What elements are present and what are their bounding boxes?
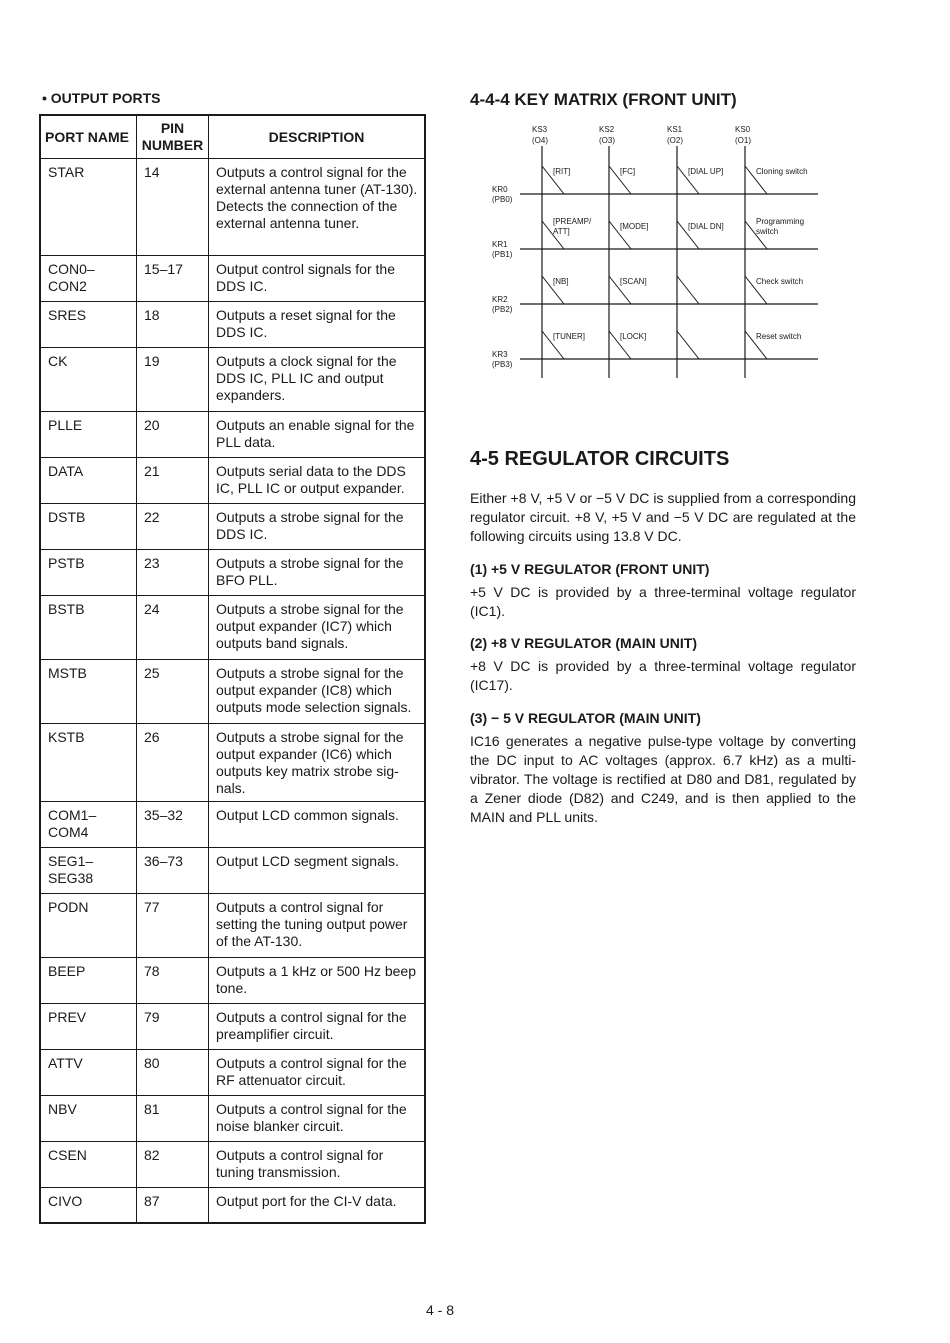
table-row	[40, 1004, 425, 1050]
regulator-1-title: (1) +5 V REGULATOR (FRONT UNIT)	[470, 561, 710, 577]
pin-number-cell: 26	[137, 724, 209, 802]
pin-number-cell: 23	[137, 550, 209, 596]
description-cell: Outputs a control signal for the external antenna tuner (AT-130). Detects the connection of the external antenna tuner.	[209, 159, 426, 256]
matrix-row-port: (PB3)	[492, 360, 513, 369]
description-cell: Outputs a control signal for the RF attenuator circuit.	[209, 1050, 426, 1096]
regulator-3-title: (3) − 5 V REGULATOR (MAIN UNIT)	[470, 710, 701, 726]
table-row	[40, 660, 425, 724]
description-cell: Outputs serial data to the DDS IC, PLL IC or output expander.	[209, 458, 426, 504]
port-name-cell: KSTB	[40, 724, 137, 802]
key-label	[688, 222, 724, 231]
description-cell: Output LCD common signals.	[209, 802, 426, 848]
table-row	[40, 1142, 425, 1188]
description-cell: Output control signals for the DDS IC.	[209, 256, 426, 302]
port-name-cell: CSEN	[40, 1142, 137, 1188]
key-label	[756, 167, 808, 176]
port-name-cell: SRES	[40, 302, 137, 348]
matrix-row-label: KR2	[492, 295, 508, 304]
key-label-line: Cloning switch	[756, 167, 808, 176]
port-name-cell: CON0– CON2	[40, 256, 137, 302]
key-label	[688, 167, 723, 176]
table-row	[40, 348, 425, 412]
key-label-line: Check switch	[756, 277, 804, 286]
table-row	[40, 894, 425, 958]
port-name-cell: CK	[40, 348, 137, 412]
key-label	[553, 332, 585, 341]
key-label	[553, 277, 569, 286]
matrix-column-port: (O2)	[667, 136, 683, 145]
key-label-line: Reset switch	[756, 332, 802, 341]
description-cell: Outputs a strobe signal for the output expander (IC8) which outputs mode selection signals.	[209, 660, 426, 724]
matrix-column-label: KS3	[532, 125, 548, 134]
key-label	[756, 332, 801, 341]
key-label-line: switch	[756, 227, 779, 236]
pin-number-cell: 79	[137, 1004, 209, 1050]
pin-number-cell: 80	[137, 1050, 209, 1096]
key-label	[620, 167, 635, 176]
key-switch-symbol	[677, 331, 699, 359]
description-cell: Outputs a control signal for setting the tuning output power of the AT-130.	[209, 894, 426, 958]
matrix-row-label: KR3	[492, 350, 508, 359]
description-cell: Outputs a 1 kHz or 500 Hz beep tone.	[209, 958, 426, 1004]
key-label-line: [DIAL UP]	[688, 167, 724, 176]
matrix-column-label: KS2	[599, 125, 615, 134]
description-cell: Outputs a strobe signal for the output expander (IC7) which outputs band signals.	[209, 596, 426, 660]
table-row	[40, 458, 425, 504]
table-row	[40, 302, 425, 348]
port-name-cell: PSTB	[40, 550, 137, 596]
pin-number-cell: 35–32	[137, 802, 209, 848]
key-label-line: [MODE]	[620, 222, 649, 231]
column-header-pin: PIN NUMBER	[137, 115, 209, 159]
key-label	[553, 217, 592, 236]
pin-number-cell: 25	[137, 660, 209, 724]
table-row	[40, 596, 425, 660]
description-cell: Outputs a control signal for the noise blanker circuit.	[209, 1096, 426, 1142]
key-matrix-heading: 4-4-4 KEY MATRIX (FRONT UNIT)	[470, 90, 737, 109]
table-row	[40, 412, 425, 458]
table-row	[40, 724, 425, 802]
pin-number-cell: 15–17	[137, 256, 209, 302]
matrix-row-label: KR1	[492, 240, 508, 249]
key-switch-symbol	[677, 276, 699, 304]
pin-number-cell: 19	[137, 348, 209, 412]
key-label-line: [FC]	[620, 167, 636, 176]
matrix-row-port: (PB0)	[492, 195, 513, 204]
table-row	[40, 958, 425, 1004]
pin-number-cell: 81	[137, 1096, 209, 1142]
column-header-description: DESCRIPTION	[209, 115, 426, 159]
port-name-cell: NBV	[40, 1096, 137, 1142]
description-cell: Output port for the CI-V data.	[209, 1188, 426, 1223]
table-row	[40, 550, 425, 596]
output-ports-body	[40, 159, 425, 1223]
description-cell: Outputs a strobe signal for the BFO PLL.	[209, 550, 426, 596]
matrix-row-port: (PB2)	[492, 305, 513, 314]
pin-number-cell: 36–73	[137, 848, 209, 894]
port-name-cell: MSTB	[40, 660, 137, 724]
output-ports-heading: • OUTPUT PORTS	[42, 90, 161, 106]
pin-number-cell: 22	[137, 504, 209, 550]
pin-number-cell: 24	[137, 596, 209, 660]
key-label	[620, 332, 646, 341]
output-ports-table	[39, 114, 426, 1224]
port-name-cell: SEG1– SEG38	[40, 848, 137, 894]
port-name-cell: DATA	[40, 458, 137, 504]
key-label-line: [LOCK]	[620, 332, 647, 341]
key-label	[756, 217, 804, 236]
regulator-intro: Either +8 V, +5 V or −5 V DC is supplied from a corresponding regulator circuit. +8 V, +5 V and −5 V DC are regulated at the following circuits using 13.8 V DC.	[470, 490, 856, 544]
key-label-line: [RIT]	[553, 167, 571, 176]
key-label	[553, 167, 570, 176]
table-header-row	[40, 115, 425, 159]
description-cell: Outputs a clock signal for the DDS IC, PLL IC and output expanders.	[209, 348, 426, 412]
key-matrix-diagram	[470, 118, 830, 388]
pin-number-cell: 77	[137, 894, 209, 958]
table-row	[40, 159, 425, 256]
table-row	[40, 802, 425, 848]
table-row	[40, 848, 425, 894]
matrix-column-label: KS0	[735, 125, 751, 134]
key-label-line: [NB]	[553, 277, 569, 286]
pin-number-cell: 20	[137, 412, 209, 458]
description-cell: Outputs a reset signal for the DDS IC.	[209, 302, 426, 348]
table-row	[40, 1096, 425, 1142]
pin-number-cell: 87	[137, 1188, 209, 1223]
key-label-line: [DIAL DN]	[688, 222, 724, 231]
description-cell: Outputs a control signal for tuning transmission.	[209, 1142, 426, 1188]
table-row	[40, 256, 425, 302]
description-cell: Output LCD segment signals.	[209, 848, 426, 894]
key-label	[756, 277, 803, 286]
key-label-line: [SCAN]	[620, 277, 647, 286]
pin-number-cell: 14	[137, 159, 209, 256]
pin-number-cell: 21	[137, 458, 209, 504]
key-label	[620, 222, 648, 231]
column-header-port: PORT NAME	[40, 115, 137, 159]
key-label	[620, 277, 647, 286]
port-name-cell: ATTV	[40, 1050, 137, 1096]
description-cell: Outputs a strobe signal for the output expander (IC6) which outputs key matrix strobe sig-nals.	[209, 724, 426, 802]
page-number: 4 - 8	[426, 1302, 455, 1318]
regulator-1-text: +5 V DC is provided by a three-terminal voltage regulator (IC1).	[470, 584, 856, 619]
matrix-column-port: (O3)	[599, 136, 615, 145]
description-cell: Outputs a control signal for the preamplifier circuit.	[209, 1004, 426, 1050]
port-name-cell: CIVO	[40, 1188, 137, 1223]
table-row	[40, 504, 425, 550]
key-label-line: [TUNER]	[553, 332, 585, 341]
table-row	[40, 1188, 425, 1223]
port-name-cell: BEEP	[40, 958, 137, 1004]
port-name-cell: BSTB	[40, 596, 137, 660]
matrix-row-port: (PB1)	[492, 250, 513, 259]
matrix-column-label: KS1	[667, 125, 683, 134]
key-label-line: ATT]	[553, 227, 570, 236]
matrix-column-port: (O1)	[735, 136, 751, 145]
port-name-cell: PODN	[40, 894, 137, 958]
matrix-column-port: (O4)	[532, 136, 548, 145]
matrix-row-label: KR0	[492, 185, 508, 194]
pin-number-cell: 18	[137, 302, 209, 348]
key-label-line: Programming	[756, 217, 805, 226]
regulator-2-text: +8 V DC is provided by a three-terminal voltage regulator (IC17).	[470, 658, 856, 693]
description-cell: Outputs a strobe signal for the DDS IC.	[209, 504, 426, 550]
port-name-cell: STAR	[40, 159, 137, 256]
pin-number-cell: 82	[137, 1142, 209, 1188]
regulator-2-title: (2) +8 V REGULATOR (MAIN UNIT)	[470, 635, 697, 651]
key-label-line: [PREAMP/	[553, 217, 592, 226]
port-name-cell: PLLE	[40, 412, 137, 458]
port-name-cell: DSTB	[40, 504, 137, 550]
port-name-cell: COM1– COM4	[40, 802, 137, 848]
pin-number-cell: 78	[137, 958, 209, 1004]
regulator-3-text: IC16 generates a negative pulse-type voltage by converting the DC input to AC voltages (approx. 6.7 kHz) as a multi-vibrator. The voltage is rectified at D80 and D81, regulated by a Zener diode (D82) and C249, and is then applied to the MAIN and PLL units.	[470, 733, 856, 825]
table-row	[40, 1050, 425, 1096]
port-name-cell: PREV	[40, 1004, 137, 1050]
description-cell: Outputs an enable signal for the PLL data.	[209, 412, 426, 458]
regulator-heading: 4-5 REGULATOR CIRCUITS	[470, 448, 730, 470]
